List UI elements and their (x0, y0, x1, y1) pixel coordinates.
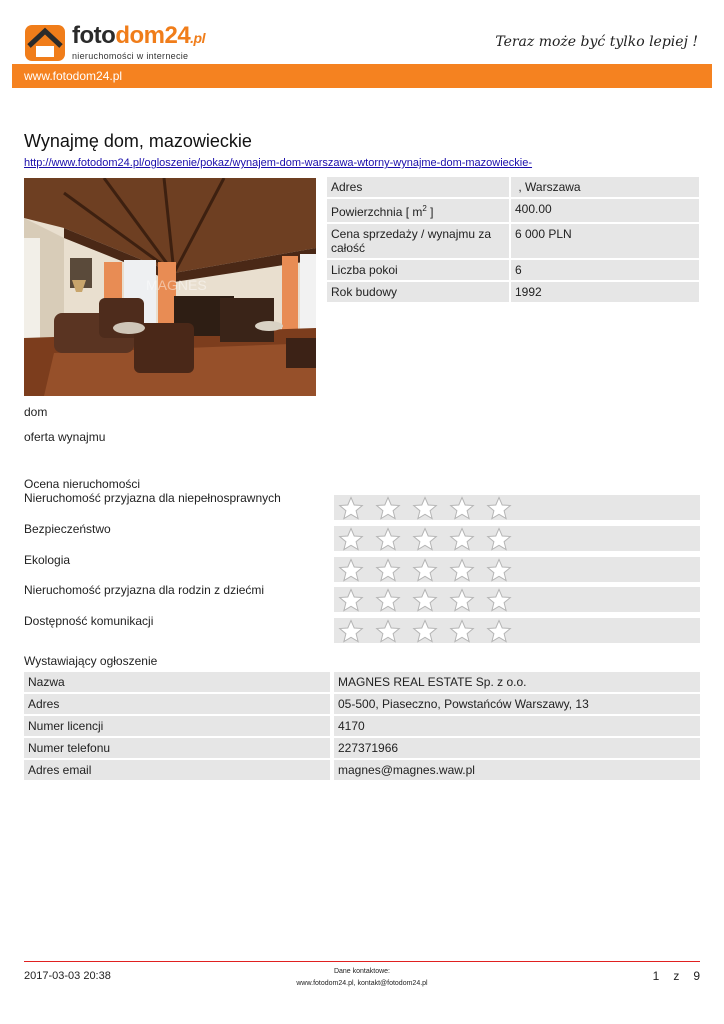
star-icon[interactable] (486, 619, 512, 643)
star-icon[interactable] (338, 619, 364, 643)
email-label: Adres email (24, 760, 330, 780)
star-icon[interactable] (338, 527, 364, 551)
year-built-value: 1992 (511, 282, 699, 302)
rating-row-transport (24, 614, 700, 643)
logo-tld: .pl (190, 30, 206, 46)
rating-label: Nieruchomość przyjazna dla rodzin z dziećmi (24, 583, 265, 597)
address-label: Adres (327, 177, 509, 197)
table-row (327, 260, 699, 280)
site-url-link[interactable]: www.fotodom24.pl (24, 69, 123, 83)
table-row (327, 177, 699, 197)
phone-value[interactable]: 227371966 (334, 738, 700, 758)
table-row (24, 694, 700, 714)
star-rating[interactable] (334, 526, 700, 551)
agent-details-table (24, 672, 700, 782)
table-row (24, 672, 700, 692)
rating-row-safety (24, 522, 700, 551)
table-row (24, 738, 700, 758)
price-label: Cena sprzedaży / wynajmu za całość (327, 224, 509, 258)
logo-part-foto: foto (72, 22, 116, 49)
email-value[interactable]: magnes@magnes.waw.pl (334, 760, 700, 780)
area-label-sup: 2 (422, 204, 427, 213)
star-icon[interactable] (338, 588, 364, 612)
license-label: Numer licencji (24, 716, 330, 736)
photo-watermark: MAGNES (146, 277, 207, 293)
rating-label: Bezpieczeństwo (24, 522, 111, 536)
phone-label: Numer telefonu (24, 738, 330, 758)
area-label-text: Powierzchnia [ m (331, 205, 423, 219)
table-row (327, 224, 699, 258)
rooms-label: Liczba pokoi (327, 260, 509, 280)
rating-row-ecology (24, 553, 700, 582)
star-icon[interactable] (449, 588, 475, 612)
star-icon[interactable] (375, 496, 401, 520)
table-row (327, 199, 699, 222)
agent-name-label: Nazwa (24, 672, 330, 692)
star-rating[interactable] (334, 618, 700, 643)
logo-wordmark[interactable] (72, 24, 205, 61)
license-value: 4170 (334, 716, 700, 736)
agent-address-value: 05-500, Piaseczno, Powstańców Warszawy, 13 (334, 694, 700, 714)
page-separator: z (673, 969, 680, 983)
area-label-end: ] (426, 205, 434, 219)
page-counter (653, 969, 700, 983)
star-icon[interactable] (412, 496, 438, 520)
agent-heading: Wystawiający ogłoszenie (24, 654, 158, 668)
property-details-table (327, 177, 699, 304)
page-current: 1 (652, 969, 660, 983)
table-row (24, 716, 700, 736)
page-title: Wynajmę dom, mazowieckie (24, 131, 252, 151)
area-label (327, 199, 509, 222)
footer-divider (24, 961, 700, 962)
star-icon[interactable] (486, 558, 512, 582)
star-icon[interactable] (486, 588, 512, 612)
star-icon[interactable] (486, 496, 512, 520)
page-total: 9 (693, 969, 700, 983)
rating-label: Nieruchomość przyjazna dla niepełnosprawnych (24, 491, 281, 505)
footer-contact-text: www.fotodom24.pl, kontakt@fotodom24.pl (296, 980, 428, 987)
star-icon[interactable] (375, 527, 401, 551)
star-icon[interactable] (449, 619, 475, 643)
table-row (24, 760, 700, 780)
address-value-text: , Warszawa (518, 180, 581, 194)
site-url-bar (12, 64, 712, 88)
table-row (327, 282, 699, 302)
area-value: 400.00 (511, 199, 699, 222)
footer-date: 2017-03-03 20:38 (24, 970, 111, 982)
star-icon[interactable] (449, 527, 475, 551)
rooms-value: 6 (511, 260, 699, 280)
footer-contact-label: Dane kontaktowe: (333, 968, 391, 975)
logo-part-dom24: dom24 (115, 22, 191, 49)
star-icon[interactable] (338, 496, 364, 520)
year-built-label: Rok budowy (327, 282, 509, 302)
property-type: dom (24, 405, 48, 419)
address-value (511, 177, 699, 197)
star-icon[interactable] (375, 619, 401, 643)
star-icon[interactable] (412, 527, 438, 551)
star-icon[interactable] (338, 558, 364, 582)
star-icon[interactable] (375, 588, 401, 612)
price-value: 6 000 PLN (511, 224, 699, 258)
star-icon[interactable] (412, 588, 438, 612)
page-header (0, 0, 724, 64)
rating-label: Dostępność komunikacji (24, 614, 154, 628)
star-icon[interactable] (412, 619, 438, 643)
listing-url-link[interactable]: http://www.fotodom24.pl/ogloszenie/pokaz/wynajem-dom-warszawa-wtorny-wynajme-dom-mazowieckie- (24, 157, 533, 169)
star-icon[interactable] (449, 496, 475, 520)
property-photo (24, 178, 316, 396)
star-rating[interactable] (334, 495, 700, 520)
logo-subtitle: nieruchomości w internecie (72, 51, 189, 61)
star-rating[interactable] (334, 587, 700, 612)
offer-type: oferta wynajmu (24, 430, 106, 444)
star-icon[interactable] (486, 527, 512, 551)
rating-label: Ekologia (24, 553, 71, 567)
star-icon[interactable] (449, 558, 475, 582)
tagline: Teraz może być tylko lepiej ! (495, 34, 698, 50)
rating-row-accessibility (24, 491, 700, 520)
rating-row-family (24, 583, 700, 612)
star-icon[interactable] (412, 558, 438, 582)
agent-address-label: Adres (24, 694, 330, 714)
house-logo-icon (24, 22, 68, 62)
agent-name-value: MAGNES REAL ESTATE Sp. z o.o. (334, 672, 700, 692)
star-rating[interactable] (334, 557, 700, 582)
footer-contact (262, 966, 462, 990)
rating-heading: Ocena nieruchomości (24, 477, 141, 491)
star-icon[interactable] (375, 558, 401, 582)
